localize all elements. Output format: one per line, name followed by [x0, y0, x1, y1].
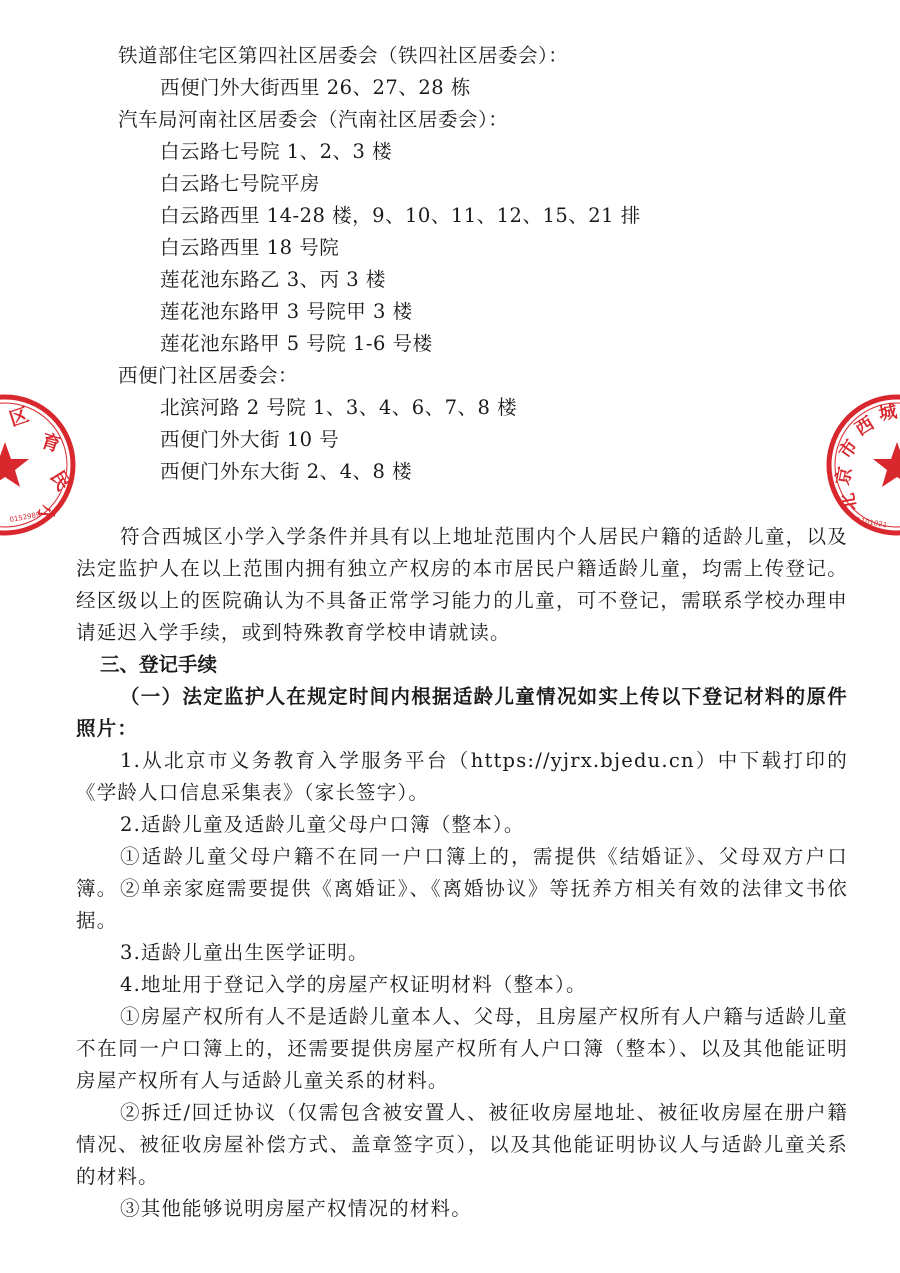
item-3: 3.适龄儿童出生医学证明。: [120, 941, 369, 964]
committee-tiesi: 铁道部住宅区第四社区居委会（铁四社区居委会）：: [118, 44, 569, 67]
item-1: 1.从北京市义务教育入学服务平台（https://yjrx.bjedu.cn）中下载打印的《学龄人口信息采集表》（家长签字）。: [76, 749, 848, 804]
seal-star-icon: [0, 442, 29, 487]
item-2-b: ②单亲家庭需要提供《离婚证》、《离婚协议》等抚养方相关有效的法律文书依据。: [76, 877, 848, 932]
address-item: 莲花池东路甲 3 号院甲 3 楼: [160, 300, 413, 323]
address-item: 莲花池东路甲 5 号院 1-6 号楼: [160, 332, 433, 355]
seal-right-char: 市: [834, 436, 863, 463]
address-item: 莲花池东路乙 3、丙 3 楼: [160, 268, 386, 291]
address-item: 北滨河路 2 号院 1、3、4、6、7、8 楼: [160, 396, 518, 419]
seal-right-char: 京: [832, 465, 857, 488]
seal-left-number: 0152989: [8, 510, 42, 524]
item-2-a: ①适龄儿童父母户籍不在同一户口簿上的，需提供《结婚证》、父母双方户口簿。: [76, 845, 848, 900]
eligibility-paragraph: 符合西城区小学入学条件并具有以上地址范围内个人居民户籍的适龄儿童，以及法定监护人在以上范围内拥有独立产权房的本市居民户籍适龄儿童，均需上传登记。经区级以上的医院确认为不具备正常学习能力的儿童，可不登记，需联系学校办理申请延迟入学手续，或到特殊教育学校申请就读。: [76, 525, 848, 644]
seal-left-char: 育: [38, 429, 64, 457]
address-item: 白云路七号院 1、2、3 楼: [160, 140, 393, 163]
seal-right-char: 北: [837, 491, 861, 513]
seal-star-icon: [873, 442, 900, 487]
item-4-c: ③其他能够说明房屋产权情况的材料。: [120, 1197, 472, 1220]
school-seal-left: [0, 390, 80, 540]
committee-xibianmen: 西便门社区居委会：: [118, 364, 299, 387]
item-2: 2.适龄儿童及适龄儿童父母户口簿（整本）。: [120, 813, 525, 836]
seal-left-char: 小: [33, 503, 57, 525]
address-item: 白云路西里 18 号院: [160, 236, 340, 259]
address-item: 西便门外东大街 2、4、8 楼: [160, 460, 413, 483]
school-seal-right: [822, 390, 900, 540]
address-item: 白云路西里 14-28 楼，9、10、11、12、15、21 排: [160, 204, 641, 227]
item-4-b: ②拆迁/回迁协议（仅需包含被安置人、被征收房屋地址、被征收房屋在册户籍情况、被征收房屋补偿方式、盖章签字页），以及其他能证明协议人与适龄儿童关系的材料。: [76, 1101, 848, 1188]
item-4-a: ①房屋产权所有人不是适龄儿童本人、父母，且房屋产权所有人户籍与适龄儿童不在同一户口簿上的，还需要提供房屋产权所有人户口簿（整本）、以及其他能证明房屋产权所有人与适龄儿童关系的材料。: [76, 1005, 848, 1092]
address-item: 白云路七号院平房: [160, 172, 321, 195]
seal-right-char: 西: [851, 412, 878, 441]
address-item: 西便门外大街 10 号: [160, 428, 340, 451]
section-heading: 三、登记手续: [100, 653, 218, 676]
committee-qinan: 汽车局河南社区居委会（汽南社区居委会）：: [118, 108, 509, 131]
seal-left-char: 民: [45, 466, 75, 495]
seal-right-number: 1101021: [855, 516, 888, 530]
item-4: 4.地址用于登记入学的房屋产权证明材料（整本）。: [120, 973, 587, 996]
address-item: 西便门外大街西里 26、27、28 栋: [160, 76, 471, 99]
seal-right-char: 城: [877, 401, 899, 425]
subsection-heading: （一）法定监护人在规定时间内根据适龄儿童情况如实上传以下登记材料的原件照片：: [76, 685, 848, 740]
seal-left-char: 区: [6, 403, 32, 431]
